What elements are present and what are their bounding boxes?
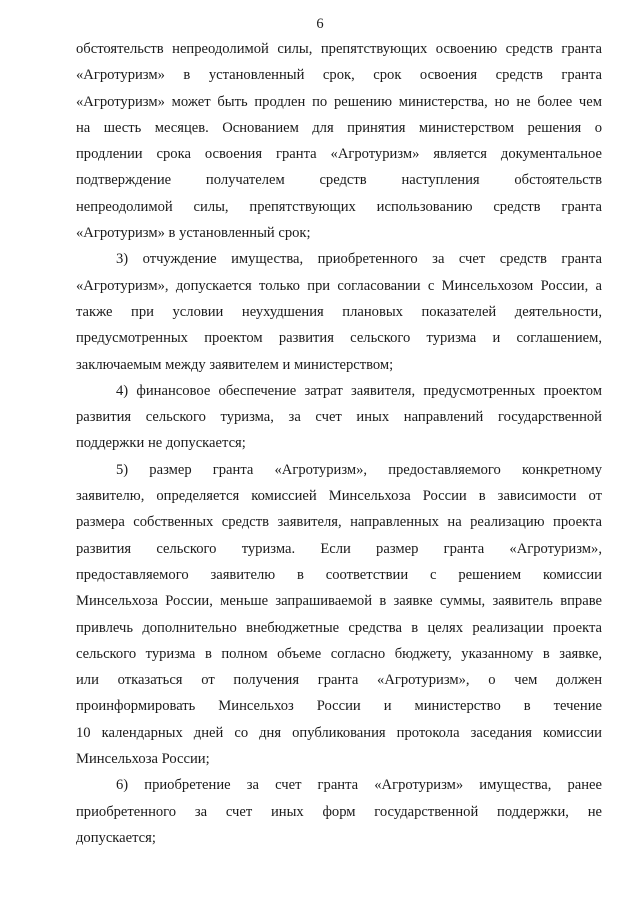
text-line: приобретенного за счет иных форм государственной поддержки, не bbox=[76, 803, 602, 820]
paragraph-item-5 bbox=[76, 457, 602, 773]
text-line: непреодолимой силы, препятствующих использованию средств гранта bbox=[76, 198, 602, 215]
text-line: также при условии неухудшения плановых показателей деятельности, bbox=[76, 303, 602, 320]
text-line: 5) размер гранта «Агротуризм», предоставляемого конкретному bbox=[116, 461, 602, 478]
text-line: продлении срока освоения гранта «Агротуризм» является документальное bbox=[76, 146, 602, 163]
text-line: развития сельского туризма. Если размер гранта «Агротуризм», bbox=[76, 540, 602, 557]
text-line: предусмотренных проектом развития сельского туризма и соглашением, bbox=[76, 330, 602, 347]
text-line: заключаемым между заявителем и министерством; bbox=[76, 356, 394, 373]
text-line: 6) приобретение за счет гранта «Агротуризм» имущества, ранее bbox=[116, 777, 602, 794]
text-line: поддержки не допускается; bbox=[76, 435, 246, 452]
text-line: 4) финансовое обеспечение затрат заявителя, предусмотренных проектом bbox=[116, 382, 602, 399]
text-line: на шесть месяцев. Основанием для принятия министерством решения о bbox=[76, 119, 602, 136]
text-line: допускается; bbox=[76, 829, 156, 846]
text-line: Минсельхоза России, меньше запрашиваемой в заявке суммы, заявитель вправе bbox=[76, 593, 602, 610]
text-line: размера собственных средств заявителя, направленных на реализацию проекта bbox=[76, 514, 602, 531]
text-line: или отказаться от получения гранта «Агротуризм», о чем должен bbox=[76, 672, 602, 689]
text-line: «Агротуризм» может быть продлен по решению министерства, но не более чем bbox=[76, 93, 602, 110]
text-line: «Агротуризм» в установленный срок; bbox=[76, 225, 311, 242]
text-line: Минсельхоза России; bbox=[76, 751, 210, 768]
document-body bbox=[76, 36, 602, 851]
text-line: обстоятельств непреодолимой силы, препятствующих освоению средств гранта bbox=[76, 41, 602, 57]
paragraph-item-3 bbox=[76, 246, 602, 377]
text-line: привлечь дополнительно внебюджетные средства в целях реализации проекта bbox=[76, 619, 602, 636]
text-line: 3) отчуждение имущества, приобретенного за счет средств гранта bbox=[116, 251, 602, 268]
text-line: развития сельского туризма, за счет иных направлений государственной bbox=[76, 409, 602, 426]
text-line: 10 календарных дней со дня опубликования протокола заседания комиссии bbox=[76, 724, 602, 741]
text-line: подтверждение получателем средств наступления обстоятельств bbox=[76, 172, 602, 189]
text-line: проинформировать Минсельхоз России и министерство в течение bbox=[76, 698, 602, 715]
paragraph-item-6 bbox=[76, 772, 602, 851]
page-number: 6 bbox=[316, 16, 324, 32]
paragraph-item-4 bbox=[76, 378, 602, 457]
text-line: предоставляемого заявителю в соответствии с решением комиссии bbox=[76, 566, 602, 583]
text-line: сельского туризма в полном объеме согласно бюджету, указанному в заявке, bbox=[76, 645, 602, 662]
paragraph-continuation bbox=[76, 36, 602, 246]
text-line: заявителю, определяется комиссией Минсельхоза России в зависимости от bbox=[76, 488, 602, 505]
text-line: «Агротуризм» в установленный срок, срок освоения средств гранта bbox=[76, 67, 602, 84]
text-line: «Агротуризм», допускается только при согласовании с Минсельхозом России, а bbox=[76, 277, 602, 294]
